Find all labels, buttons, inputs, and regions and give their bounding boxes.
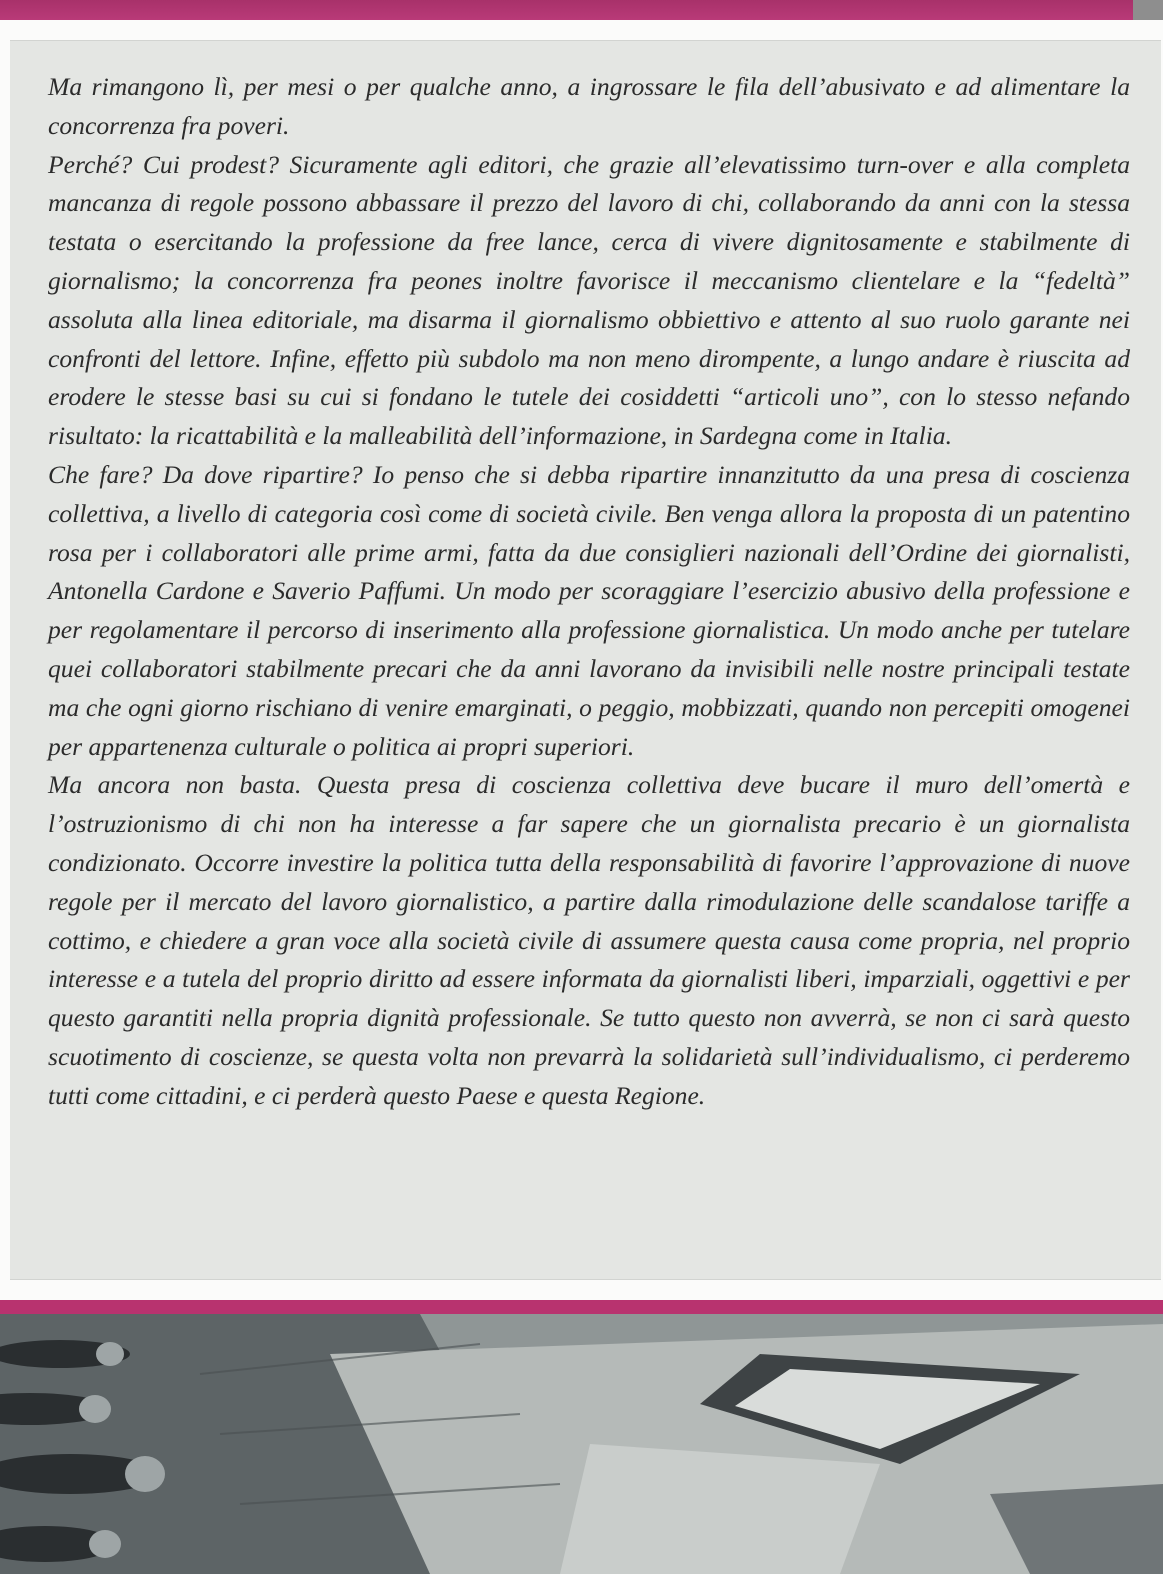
printing-press-illustration [0,1314,1163,1574]
article-paragraph: Ma ancora non basta. Questa presa di coscienza collettiva deve bucare il muro dell’omertà e l’ostruzionismo di chi non ha interesse a far sapere che un giornalista precario è un giornalista condizionato. Occorre investire la politica tutta della responsabilità di favorire l’approvazione di nuove regole per il mercato del lavoro giornalistico, a partire dalla rimodulazione delle scandalose tariffe a cottimo, e chiedere a gran voce alla società civile di assumere questa causa come propria, nel proprio interesse e a tutela del proprio diritto ad essere informata da giornalisti liberi, imparziali, oggettivi e per questo garantiti nella propria dignità professionale. Se tutto questo non avverrà, se non ci sarà questo scuotimento di coscienze, se questa volta non prevarrà la solidarietà sull’individualismo, ci perderemo tutti come cittadini, e ci perderà questo Paese e questa Regione. [48,770,1130,1110]
article-paragraph: Perché? Cui prodest? Sicuramente agli editori, che grazie all’elevatissimo turn-over e alla completa mancanza di regole possono abbassare il prezzo del lavoro di chi, collaborando da anni con la stessa testata o esercitando la professione da free lance, cerca di vivere dignitosamente e stabilmente di giornalismo; la concorrenza fra peones inoltre favorisce il meccanismo clientelare e la “fedeltà” assoluta alla linea editoriale, ma disarma il giornalismo obbiettivo e attento al suo ruolo garante nei confronti del lettore. Infine, effetto più subdolo ma non meno dirompente, a lungo andare è riuscita ad erodere le stesse basi su cui si fondano le tutele dei cosiddetti “articoli uno”, con lo stesso nefando risultato: la ricattabilità e la malleabilità dell’informazione, in Sardegna come in Italia. [48,149,1130,451]
article-body [48,68,1130,1116]
article-paragraph: Che fare? Da dove ripartire? Io penso che si debba ripartire innanzitutto da una presa di coscienza collettiva, a livello di categoria così come di società civile. Ben venga allora la proposta di un patentino rosa per i collaboratori alle prime armi, fatta da due consiglieri nazionali dell’Ordine dei giornalisti, Antonella Cardone e Saverio Paffumi. Un modo per scoraggiare l’esercizio abusivo della professione e per regolamentare il percorso di inserimento alla professione giornalistica. Un modo anche per tutelare quei collaboratori stabilmente precari che da anni lavorano da invisibili nelle nostre principali testate ma che ogni giorno rischiano di venire emarginati, o peggio, mobbizzati, quando non percepiti omogenei per appartenenza culturale o politica ai propri superiori. [48,459,1130,761]
article-paragraph: Ma rimangono lì, per mesi o per qualche anno, a ingrossare le fila dell’abusivato e ad alimentare la concorrenza fra poveri. [48,72,1130,140]
printing-press-photo [0,1314,1163,1574]
top-corner-mark [1133,0,1163,20]
article-text-panel [10,40,1161,1280]
bottom-accent-band [0,1300,1163,1314]
top-accent-band [0,0,1163,20]
